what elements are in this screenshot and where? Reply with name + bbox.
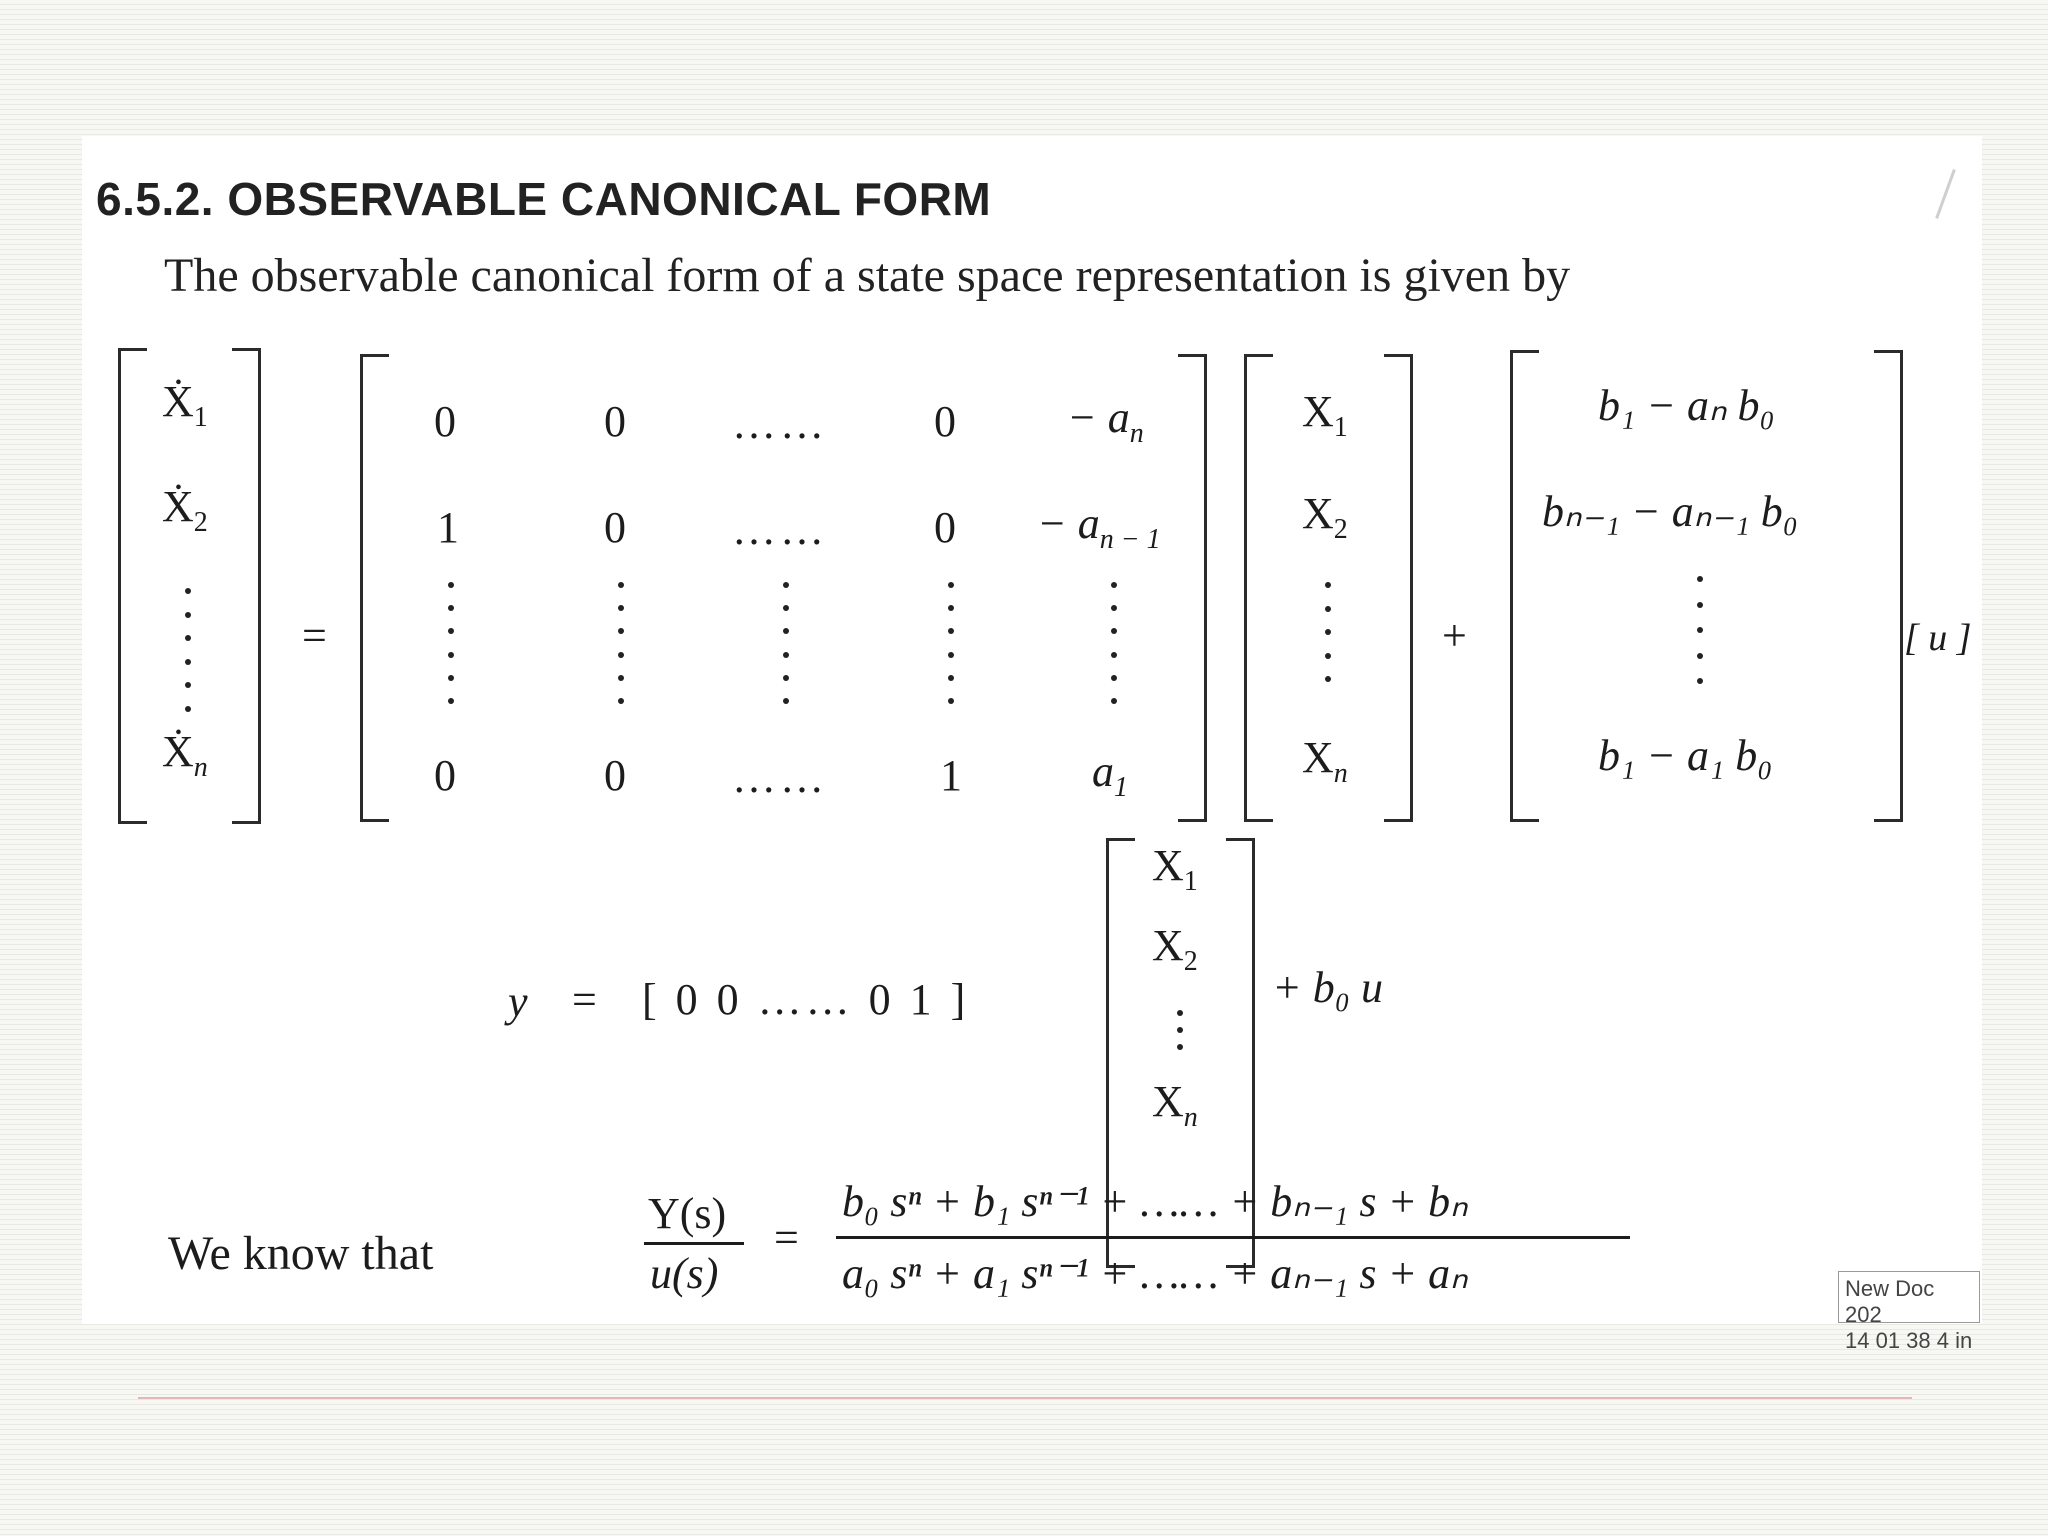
- b-vector-left-bracket: [1510, 350, 1539, 822]
- stamp-line-1: New Doc 202: [1845, 1276, 1935, 1327]
- a-n2: 0: [604, 751, 626, 800]
- section-heading: 6.5.2. OBSERVABLE CANONICAL FORM: [96, 173, 992, 225]
- x-vertical-dots: [1324, 582, 1332, 682]
- x-entry-1: $X_1$: [1302, 387, 1348, 443]
- lhs-entry-n: Ẋ$_n$: [162, 727, 208, 783]
- a-matrix-right-bracket: [1178, 354, 1207, 822]
- lhs-vertical-dots: [184, 588, 192, 712]
- output-x-1: $X_1$: [1152, 841, 1198, 897]
- x-vector-left-bracket: [1244, 354, 1273, 822]
- tf-equals: =: [774, 1213, 799, 1262]
- plus-sign: +: [1442, 611, 1467, 660]
- feedthrough-term: + b₀ u: [1272, 963, 1383, 1012]
- a-23: ……: [732, 505, 828, 554]
- a-n5: $a_1$: [1092, 747, 1128, 803]
- footer-divider: [138, 1397, 1912, 1399]
- a-13: ……: [732, 399, 828, 448]
- a-12: 0: [604, 397, 626, 446]
- tf-fraction-bar: [836, 1236, 1630, 1239]
- a-col1-vdots: [447, 582, 455, 704]
- intro-text: The observable canonical form of a state space representation is given by: [164, 249, 1571, 302]
- c-matrix: [ 0 0 …… 0 1 ]: [642, 975, 970, 1024]
- x-entry-n: $X_n$: [1302, 733, 1348, 789]
- tf-lhs-numerator: Y(s): [648, 1189, 727, 1238]
- b-vertical-dots: [1696, 576, 1704, 684]
- output-x-n: $X_n$: [1152, 1077, 1198, 1133]
- a-15: − $a_n$: [1067, 393, 1144, 449]
- tf-lhs-fraction-bar: [644, 1242, 744, 1245]
- b-vector-right-bracket: [1874, 350, 1903, 822]
- document-stamp: [1838, 1271, 1980, 1353]
- a-11: 0: [434, 397, 456, 446]
- stamp-line-2: 14 01 38 4 in: [1845, 1328, 1973, 1353]
- a-22: 0: [604, 503, 626, 552]
- a-col5-vdots: [1110, 582, 1118, 704]
- output-x-2: $X_2$: [1152, 921, 1198, 977]
- x-vector-right-bracket: [1384, 354, 1413, 822]
- a-n3: ……: [732, 753, 828, 802]
- input-u: [ u ]: [1904, 617, 1972, 659]
- a-col2-vdots: [617, 582, 625, 704]
- lhs-right-bracket: [232, 348, 261, 824]
- equals-sign: =: [302, 611, 327, 660]
- output-equals: =: [572, 975, 597, 1024]
- b-entry-n: b₁ − a₁ b₀: [1598, 731, 1773, 780]
- a-col3-vdots: [782, 582, 790, 704]
- lhs-entry-2: Ẋ$_2$: [162, 482, 208, 538]
- x-entry-2: $X_2$: [1302, 489, 1348, 545]
- output-y: y: [508, 977, 528, 1026]
- a-24: 0: [934, 503, 956, 552]
- lhs-left-bracket: [118, 348, 147, 824]
- a-n4: 1: [940, 751, 962, 800]
- b-entry-1: b₁ − aₙ b₀: [1598, 381, 1775, 430]
- output-x-vdots: [1176, 1010, 1184, 1050]
- a-21: 1: [437, 503, 459, 552]
- a-col4-vdots: [947, 582, 955, 704]
- scanned-page: [82, 136, 1982, 1324]
- tf-denominator: a₀ sⁿ + a₁ sⁿ⁻¹ + …… + aₙ₋₁ s + aₙ: [842, 1249, 1468, 1298]
- a-matrix-left-bracket: [360, 354, 389, 822]
- a-n1: 0: [434, 751, 456, 800]
- we-know-that: We know that: [168, 1227, 434, 1280]
- lhs-entry-1: Ẋ$_1$: [162, 377, 208, 433]
- tf-numerator: b₀ sⁿ + b₁ sⁿ⁻¹ + …… + bₙ₋₁ s + bₙ: [842, 1177, 1468, 1226]
- b-entry-2: bₙ₋₁ − aₙ₋₁ b₀: [1542, 487, 1799, 536]
- a-14: 0: [934, 397, 956, 446]
- tf-lhs-denominator: u(s): [650, 1249, 719, 1298]
- a-25: − $a_{n - 1}$: [1037, 499, 1161, 555]
